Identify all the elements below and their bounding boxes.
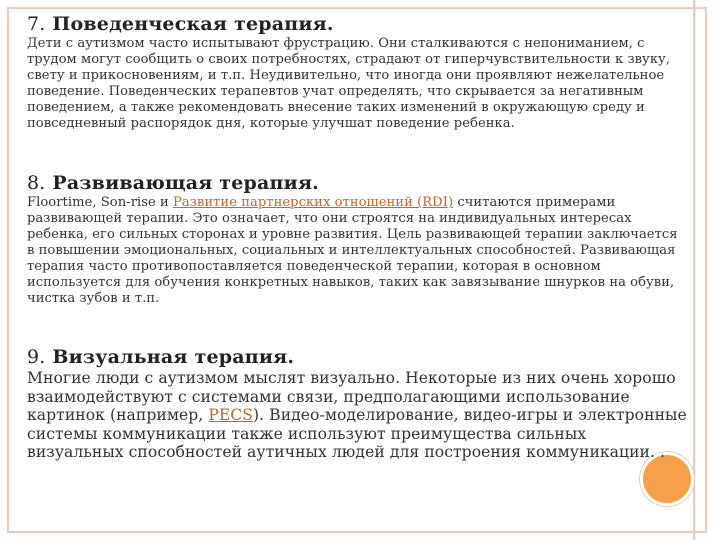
section-behavioral-therapy: [27, 12, 687, 132]
pecs-link[interactable]: PECS: [208, 406, 254, 425]
section-title: Визуальная терапия.: [52, 346, 295, 368]
section-heading: [27, 345, 687, 369]
frame-vertical-line: [693, 0, 695, 540]
section-text: [27, 369, 687, 462]
section-visual-therapy: [27, 345, 687, 462]
section-heading: [27, 12, 687, 36]
text-after-link: считаются примерами развивающей терапии. Это означает, что они строятся на индивидуальных интересах ребенка, его сильных сторонах и уровне развития. Цель развивающей терапии заключается в повышении эмоциональных, социальных и интеллектуальных способностей. Развивающая терапия часто противопоставляется поведенческой терапии, которая в основном используется для обучения конкретных навыков, таких как завязывание шнурков на обуви, чистка зубов и т.п.: [27, 195, 678, 306]
section-text: [27, 195, 687, 307]
text-after-link: ). Видео-моделирование, видео-игры и электронные системы коммуникации также используют преимущества сильных визуальных способностей аутичных людей для построения коммуникации. .: [27, 406, 687, 462]
section-title: Поведенческая терапия.: [52, 13, 334, 35]
section-developmental-therapy: [27, 171, 687, 307]
section-heading: [27, 171, 687, 195]
section-number: 9.: [27, 346, 46, 368]
text-before-link: Многие люди с аутизмом мыслят визуально. Некоторые из них очень хорошо взаимодействуют с системами связи, предполагающими использование картинок (например,: [27, 369, 676, 425]
section-title: Развивающая терапия.: [52, 172, 320, 194]
rdi-link[interactable]: Развитие партнерских отношений (RDI): [173, 195, 454, 210]
text-before-link: Floortime, Son-rise и: [27, 195, 174, 210]
section-number: 8.: [27, 172, 46, 194]
section-text: Дети с аутизмом часто испытывают фрустрацию. Они сталкиваются с непониманием, с трудом могут сообщить о своих потребностях, страдают от гиперчувствительности к звуку, свету и прикосновениям, и т.п. Неудивительно, что иногда они проявляют нежелательное поведение. Поведенческих терапевтов учат определять, что скрывается за негативным поведением, а также рекомендовать внесение таких изменений в окружающую среду и повседневный распорядок дня, которые улучшат поведение ребенка.: [27, 36, 671, 131]
section-number: 7.: [27, 13, 46, 35]
